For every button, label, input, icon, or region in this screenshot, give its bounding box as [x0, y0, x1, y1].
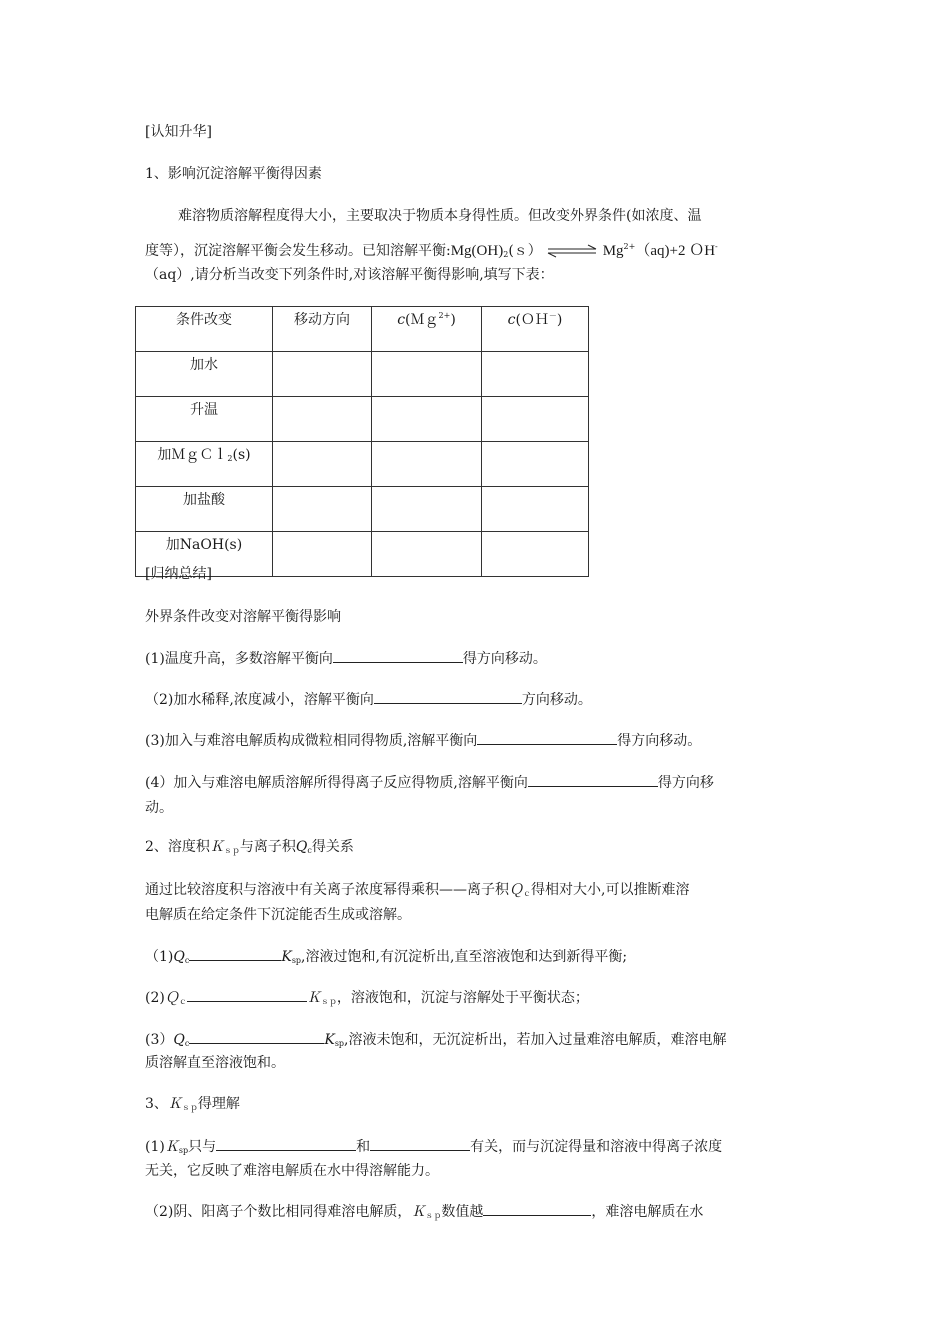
- rule-2: (2)Ｑ$_c$ Ｋ$_{sp}$，溶液饱和，沉淀与溶解处于平衡状态；: [145, 987, 589, 1012]
- row-label-add-water: 加水: [136, 352, 273, 397]
- fill-blank[interactable]: [216, 1136, 356, 1151]
- cell-blank[interactable]: [482, 352, 589, 397]
- para1-line1: 难溶物质溶解程度得大小，主要取决于物质本身得性质。但改变外界条件(如浓度、温: [178, 208, 702, 224]
- header-direction: 移动方向: [273, 307, 372, 352]
- fill-blank[interactable]: [477, 730, 617, 745]
- para1-line3: （aq）,请分析当改变下列条件时,对该溶解平衡得影响,填写下表：: [145, 267, 554, 283]
- ksp-item-2: （2)阴、阳离子个数比相同得难溶电解质，Ｋ$_{sp}$数值越 ，难溶电解质在水: [145, 1201, 703, 1226]
- cell-blank[interactable]: [273, 352, 372, 397]
- row-label-add-mgcl2: 加ＭｇＣｌ$_2$(s): [136, 442, 273, 487]
- formula-oh: （aq)+2 ＯH: [635, 243, 716, 259]
- cell-blank[interactable]: [372, 532, 482, 577]
- item-4: (4）加入与难溶电解质溶解所得得离子反应得物质,溶解平衡向 得方向移: [145, 772, 714, 793]
- formula-oh-charge: -: [715, 242, 718, 251]
- summary-title: 外界条件改变对溶解平衡得影响: [145, 609, 341, 625]
- ksp-item-1-cont: 无关，它反映了难溶电解质在水中得溶解能力。: [145, 1163, 439, 1179]
- fill-blank[interactable]: [189, 1029, 324, 1044]
- table-row: [136, 397, 589, 442]
- formula-mg-charge: 2+: [623, 242, 636, 251]
- rule-3: $(3)Q_c$ $K_{sp}$,溶液未饱和，无沉淀析出，若加入过量难溶电解质，难溶电解: [145, 1029, 727, 1054]
- section-2-para-line2: 电解质在给定条件下沉淀能否生成或溶解。: [145, 907, 411, 923]
- item-2: （2)加水稀释,浓度减小，溶解平衡向 方向移动。: [145, 689, 592, 710]
- item-3: (3)加入与难溶电解质构成微粒相同得物质,溶解平衡向 得方向移动。: [145, 730, 701, 751]
- table-row: [136, 442, 589, 487]
- section-3-title: 3、Ｋ$_{sp}$得理解: [145, 1096, 240, 1112]
- formula-mg: Mg: [602, 243, 624, 259]
- cell-blank[interactable]: [372, 397, 482, 442]
- fill-blank[interactable]: [187, 987, 307, 1002]
- item-4-cont: 动。: [145, 800, 173, 816]
- equilibrium-arrow-icon: [546, 244, 598, 258]
- row-label-heat: 升温: [136, 397, 273, 442]
- row-label-add-naoh: 加NaOH(s): [136, 532, 273, 577]
- ksp-item-1: (1)Ｋ$_{sp}$只与 和 有关，而与沉淀得量和溶液中得离子浓度: [145, 1136, 722, 1161]
- cell-blank[interactable]: [372, 487, 482, 532]
- section-2-para-line1: 通过比较溶度积与溶液中有关离子浓度幂得乘积——离子积Ｑ$_c$得相对大小,可以推断难溶: [145, 882, 690, 898]
- formula-mgoh2: Mg(OH): [450, 243, 504, 259]
- fill-blank[interactable]: [333, 648, 463, 663]
- fill-blank[interactable]: [483, 1201, 591, 1216]
- header-c-oh: c(ＯＨ－): [482, 307, 589, 352]
- table-row: [136, 352, 589, 397]
- equilibrium-table: [135, 306, 589, 577]
- cell-blank[interactable]: [273, 397, 372, 442]
- item-1: (1)温度升高，多数溶解平衡向 得方向移动。: [145, 648, 547, 669]
- row-label-add-hcl: 加盐酸: [136, 487, 273, 532]
- table-header-row: [136, 307, 589, 352]
- section-1-title: 1、影响沉淀溶解平衡得因素: [145, 166, 322, 182]
- cell-blank[interactable]: [482, 442, 589, 487]
- rule-3-cont: 质溶解直至溶液饱和。: [145, 1055, 285, 1071]
- fill-blank[interactable]: [370, 1136, 470, 1151]
- para1-line2: [145, 237, 718, 265]
- cell-blank[interactable]: [372, 352, 482, 397]
- table-row: [136, 487, 589, 532]
- cell-blank[interactable]: [273, 532, 372, 577]
- rule-1: $(1)Q_c$ $K_{sp}$,溶液过饱和,有沉淀析出,直至溶液饱和达到新得平衡;: [145, 946, 627, 971]
- fill-blank[interactable]: [528, 772, 658, 787]
- heading-guina: [归纳总结]: [145, 566, 212, 582]
- heading-renzhi: [认知升华]: [145, 124, 212, 140]
- formula-sub-2: 2: [503, 250, 509, 259]
- header-condition: 条件改变: [136, 307, 273, 352]
- cell-blank[interactable]: [372, 442, 482, 487]
- fill-blank[interactable]: [374, 689, 522, 704]
- cell-blank[interactable]: [482, 532, 589, 577]
- cell-blank[interactable]: [482, 487, 589, 532]
- cell-blank[interactable]: [273, 442, 372, 487]
- para1-line2-text: 度等），沉淀溶解平衡会发生移动。已知溶解平衡:: [145, 243, 451, 259]
- cell-blank[interactable]: [273, 487, 372, 532]
- section-2-title: 2、溶度积Ｋ$_{sp}$与离子积$Q_c$得关系: [145, 839, 354, 855]
- cell-blank[interactable]: [482, 397, 589, 442]
- formula-state: (ｓ）: [508, 243, 542, 259]
- header-c-mg: c(Ｍｇ$^{2+}$): [372, 307, 482, 352]
- fill-blank[interactable]: [189, 946, 281, 961]
